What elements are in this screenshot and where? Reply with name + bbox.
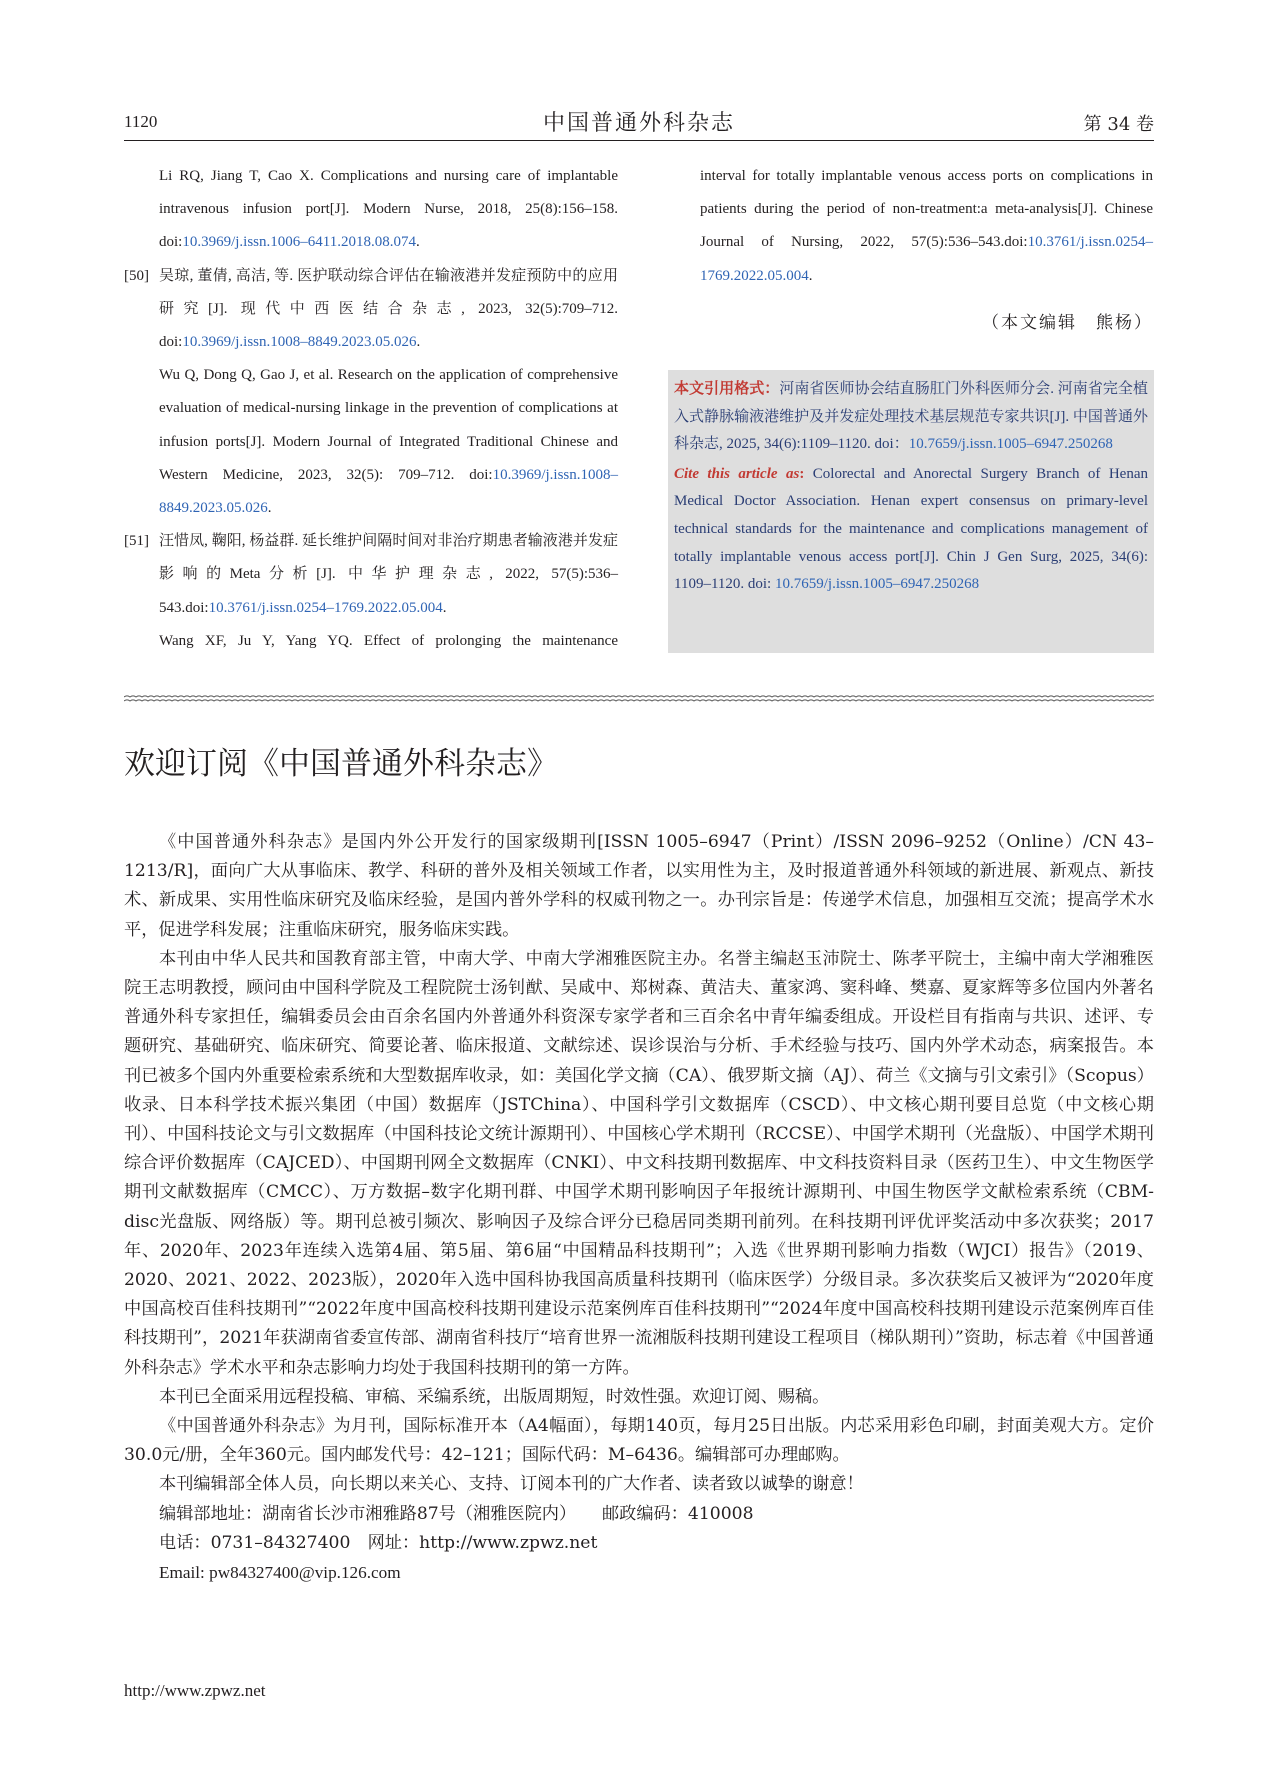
- reference-51: [51] 汪惜凤, 鞠阳, 杨益群. 延长维护间隔时间对非治疗期患者输液港并发症影响的Meta分析[J]. 中华护理杂志, 2022, 57(5):536–543.doi:10.3761/j.issn.0254–1769.2022.05.004.: [159, 525, 618, 625]
- wavy-divider: [124, 693, 1154, 705]
- reference-49-english: Li RQ, Jiang T, Cao X. Complications and nursing care of implantable intravenous infusion port[J]. Modern Nurse, 2018, 25(8):156–158. doi:10.3969/j.issn.1006–6411.2018.08.074.: [159, 168, 618, 251]
- reference-51-english-continued: interval for totally implantable venous access ports on complications in patients during the period of non-treatment:a meta-analysis[J]. Chinese Journal of Nursing, 2022, 57(5):536–543.doi:10.3761/j.issn.0254–1769.2022.05.004.: [700, 168, 1153, 284]
- reference-number: [51]: [124, 533, 149, 550]
- doi-link[interactable]: 10.3761/j.issn.0254–1769.2022.05.004: [208, 599, 443, 616]
- subscription-body: [124, 828, 1154, 1587]
- contact-phone-website: 电话：0731–84327400 网址：http://www.zpwz.net: [159, 1532, 598, 1553]
- reference-51-english-start: Wang XF, Ju Y, Yang YQ. Effect of prolonging the maintenance: [159, 632, 618, 649]
- citation-doi-link[interactable]: 10.7659/j.issn.1005–6947.250268: [774, 576, 980, 593]
- citation-box: [668, 370, 1154, 653]
- reference-50: [50] 吴琼, 董倩, 高洁, 等. 医护联动综合评估在输液港并发症预防中的应用研究[J]. 现代中西医结合杂志, 2023, 32(5):709–712. doi:10.3969/j.issn.1008–8849.2023.05.026.: [159, 260, 618, 360]
- citation-english: Cite this article as: Colorectal and Anorectal Surgery Branch of Henan Medical Doctor Association. Henan expert consensus on primary-level technical standards for the maintenance and complications management of totally implantable venous access port[J]. Chin J Gen Surg, 2025, 34(6): 1109–1120. doi: 10.7659/j.issn.1005–6947.250268: [674, 465, 1149, 593]
- references-right-column: [700, 160, 1153, 293]
- citation-chinese: 本文引用格式：河南省医师协会结直肠肛门外科医师分会. 河南省完全植入式静脉输液港维护及并发症处理技术基层规范专家共识[J]. 中国普通外科杂志, 2025, 34(6):1109–1120. doi：10.7659/j.issn.1005–6947.250268: [674, 381, 1148, 453]
- subscription-paragraph: 本刊已全面采用远程投稿、审稿、采编系统，出版周期短，时效性强。欢迎订阅、赐稿。: [159, 1386, 830, 1407]
- references-left-column: [124, 160, 618, 658]
- page-number: 1120: [124, 112, 158, 131]
- doi-link[interactable]: 10.3761/j.issn.0254–1769.2022.05.004: [700, 234, 1153, 284]
- subscription-paragraph: 《中国普通外科杂志》是国内外公开发行的国家级期刊[ISSN 1005–6947（Print）/ISSN 2096–9252（Online）/CN 43–1213/R]，面向广大从事临床、教学、科研的普外及相关领域工作者，以实用性为主，及时报道普通外科领域的新进展、新观点、新技术、新成果、实用性临床研究及临床经验，是国内普外学科的权威刊物之一。办刊宗旨是：传递学术信息，加强相互交流；提高学术水平，促进学科发展；注重临床研究，服务临床实践。: [124, 832, 1154, 940]
- header-rule: [124, 140, 1154, 141]
- subscription-title: 欢迎订阅《中国普通外科杂志》: [124, 746, 558, 782]
- subscription-paragraph: 本刊由中华人民共和国教育部主管，中南大学、中南大学湘雅医院主办。名誉主编赵玉沛院士、陈孝平院士，主编中南大学湘雅医院王志明教授，顾问由中国科学院及工程院院士汤钊猷、吴咸中、郑树森、黄洁夫、董家鸿、窦科峰、樊嘉、夏家辉等多位国内外著名普通外科专家担任，编辑委员会由百余名国内外普通外科资深专家学者和三百余名中青年编委组成。开设栏目有指南与共识、述评、专题研究、基础研究、临床研究、简要论著、临床报道、文献综述、误诊误治与分析、手术经验与技巧、国内外学术动态，病案报告。本刊已被多个国内外重要检索系统和大型数据库收录，如：美国化学文摘（CA）、俄罗斯文摘（AJ）、荷兰《文摘与引文索引》（Scopus）收录、日本科学技术振兴集团（中国）数据库（JSTChina）、中国科学引文数据库（CSCD）、中文核心期刊要目总览（中文核心期刊）、中国科技论文与引文数据库（中国科技论文统计源期刊）、中国核心学术期刊（RCCSE）、中国学术期刊（光盘版）、中国学术期刊综合评价数据库（CAJCED）、中国期刊网全文数据库（CNKI）、中文科技期刊数据库、中文科技资料目录（医药卫生）、中文生物医学期刊文献数据库（CMCC）、万方数据–数字化期刊群、中国学术期刊影响因子年报统计源期刊、中国生物医学文献检索系统（CBM-disc光盘版、网络版）等。期刊总被引频次、影响因子及综合评分已稳居同类期刊前列。在科技期刊评优评奖活动中多次获奖；2017年、2020年、2023年连续入选第4届、第5届、第6届“中国精品科技期刊”；入选《世界期刊影响力指数（WJCI）报告》（2019、2020、2021、2022、2023版），2020年入选中国科协我国高质量科技期刊（临床医学）分级目录。多次获奖后又被评为“2020年度中国高校百佳科技期刊”“2022年度中国高校科技期刊建设示范案例库百佳科技期刊”“2024年度中国高校科技期刊建设示范案例库百佳科技期刊”，2021年获湖南省委宣传部、湖南省科技厅“培育世界一流湘版科技期刊建设工程项目（梯队期刊）”资助，标志着《中国普通外科杂志》学术水平和杂志影响力均处于我国科技期刊的第一方阵。: [124, 948, 1154, 1378]
- doi-link[interactable]: 10.3969/j.issn.1008–8849.2023.05.026: [182, 334, 417, 351]
- citation-doi-link[interactable]: 10.7659/j.issn.1005–6947.250268: [908, 436, 1113, 453]
- page-header: [124, 102, 1154, 140]
- volume-label: 第 34 卷: [1083, 114, 1154, 135]
- footer-url[interactable]: http://www.zpwz.net: [124, 1681, 266, 1700]
- subscription-paragraph: 本刊编辑部全体人员，向长期以来关心、支持、订阅本刊的广大作者、读者致以诚挚的谢意！: [159, 1474, 864, 1495]
- reference-50-english: Wu Q, Dong Q, Gao J, et al. Research on the application of comprehensive evaluation of medical-nursing linkage in the prevention of complications at infusion ports[J]. Modern Journal of Integrated Traditional Chinese and Western Medicine, 2023, 32(5): 709–712. doi:10.3969/j.issn.1008–8849.2023.05.026.: [159, 367, 618, 517]
- citation-label-en: Cite this article as: [674, 465, 800, 482]
- citation-label-cn: 本文引用格式：: [674, 381, 780, 397]
- reference-number: [50]: [124, 267, 149, 284]
- journal-title: 中国普通外科杂志: [542, 111, 735, 136]
- doi-link[interactable]: 10.3969/j.issn.1008–8849.2023.05.026: [159, 466, 618, 517]
- editorial-address: 编辑部地址：湖南省长沙市湘雅路87号（湘雅医院内） 邮政编码：410008: [159, 1503, 754, 1524]
- doi-link[interactable]: 10.3969/j.issn.1006–6411.2018.08.074: [182, 234, 416, 251]
- editor-credit: （本文编辑 熊杨）: [982, 313, 1153, 333]
- contact-email: Email: pw84327400@vip.126.com: [159, 1563, 401, 1583]
- subscription-paragraph: 《中国普通外科杂志》为月刊，国际标准开本（A4幅面），每期140页，每月25日出版。内芯采用彩色印刷，封面美观大方。定价30.0元/册，全年360元。国内邮发代号：42–121；国际代码：M–6436。编辑部可办理邮购。: [124, 1416, 1154, 1466]
